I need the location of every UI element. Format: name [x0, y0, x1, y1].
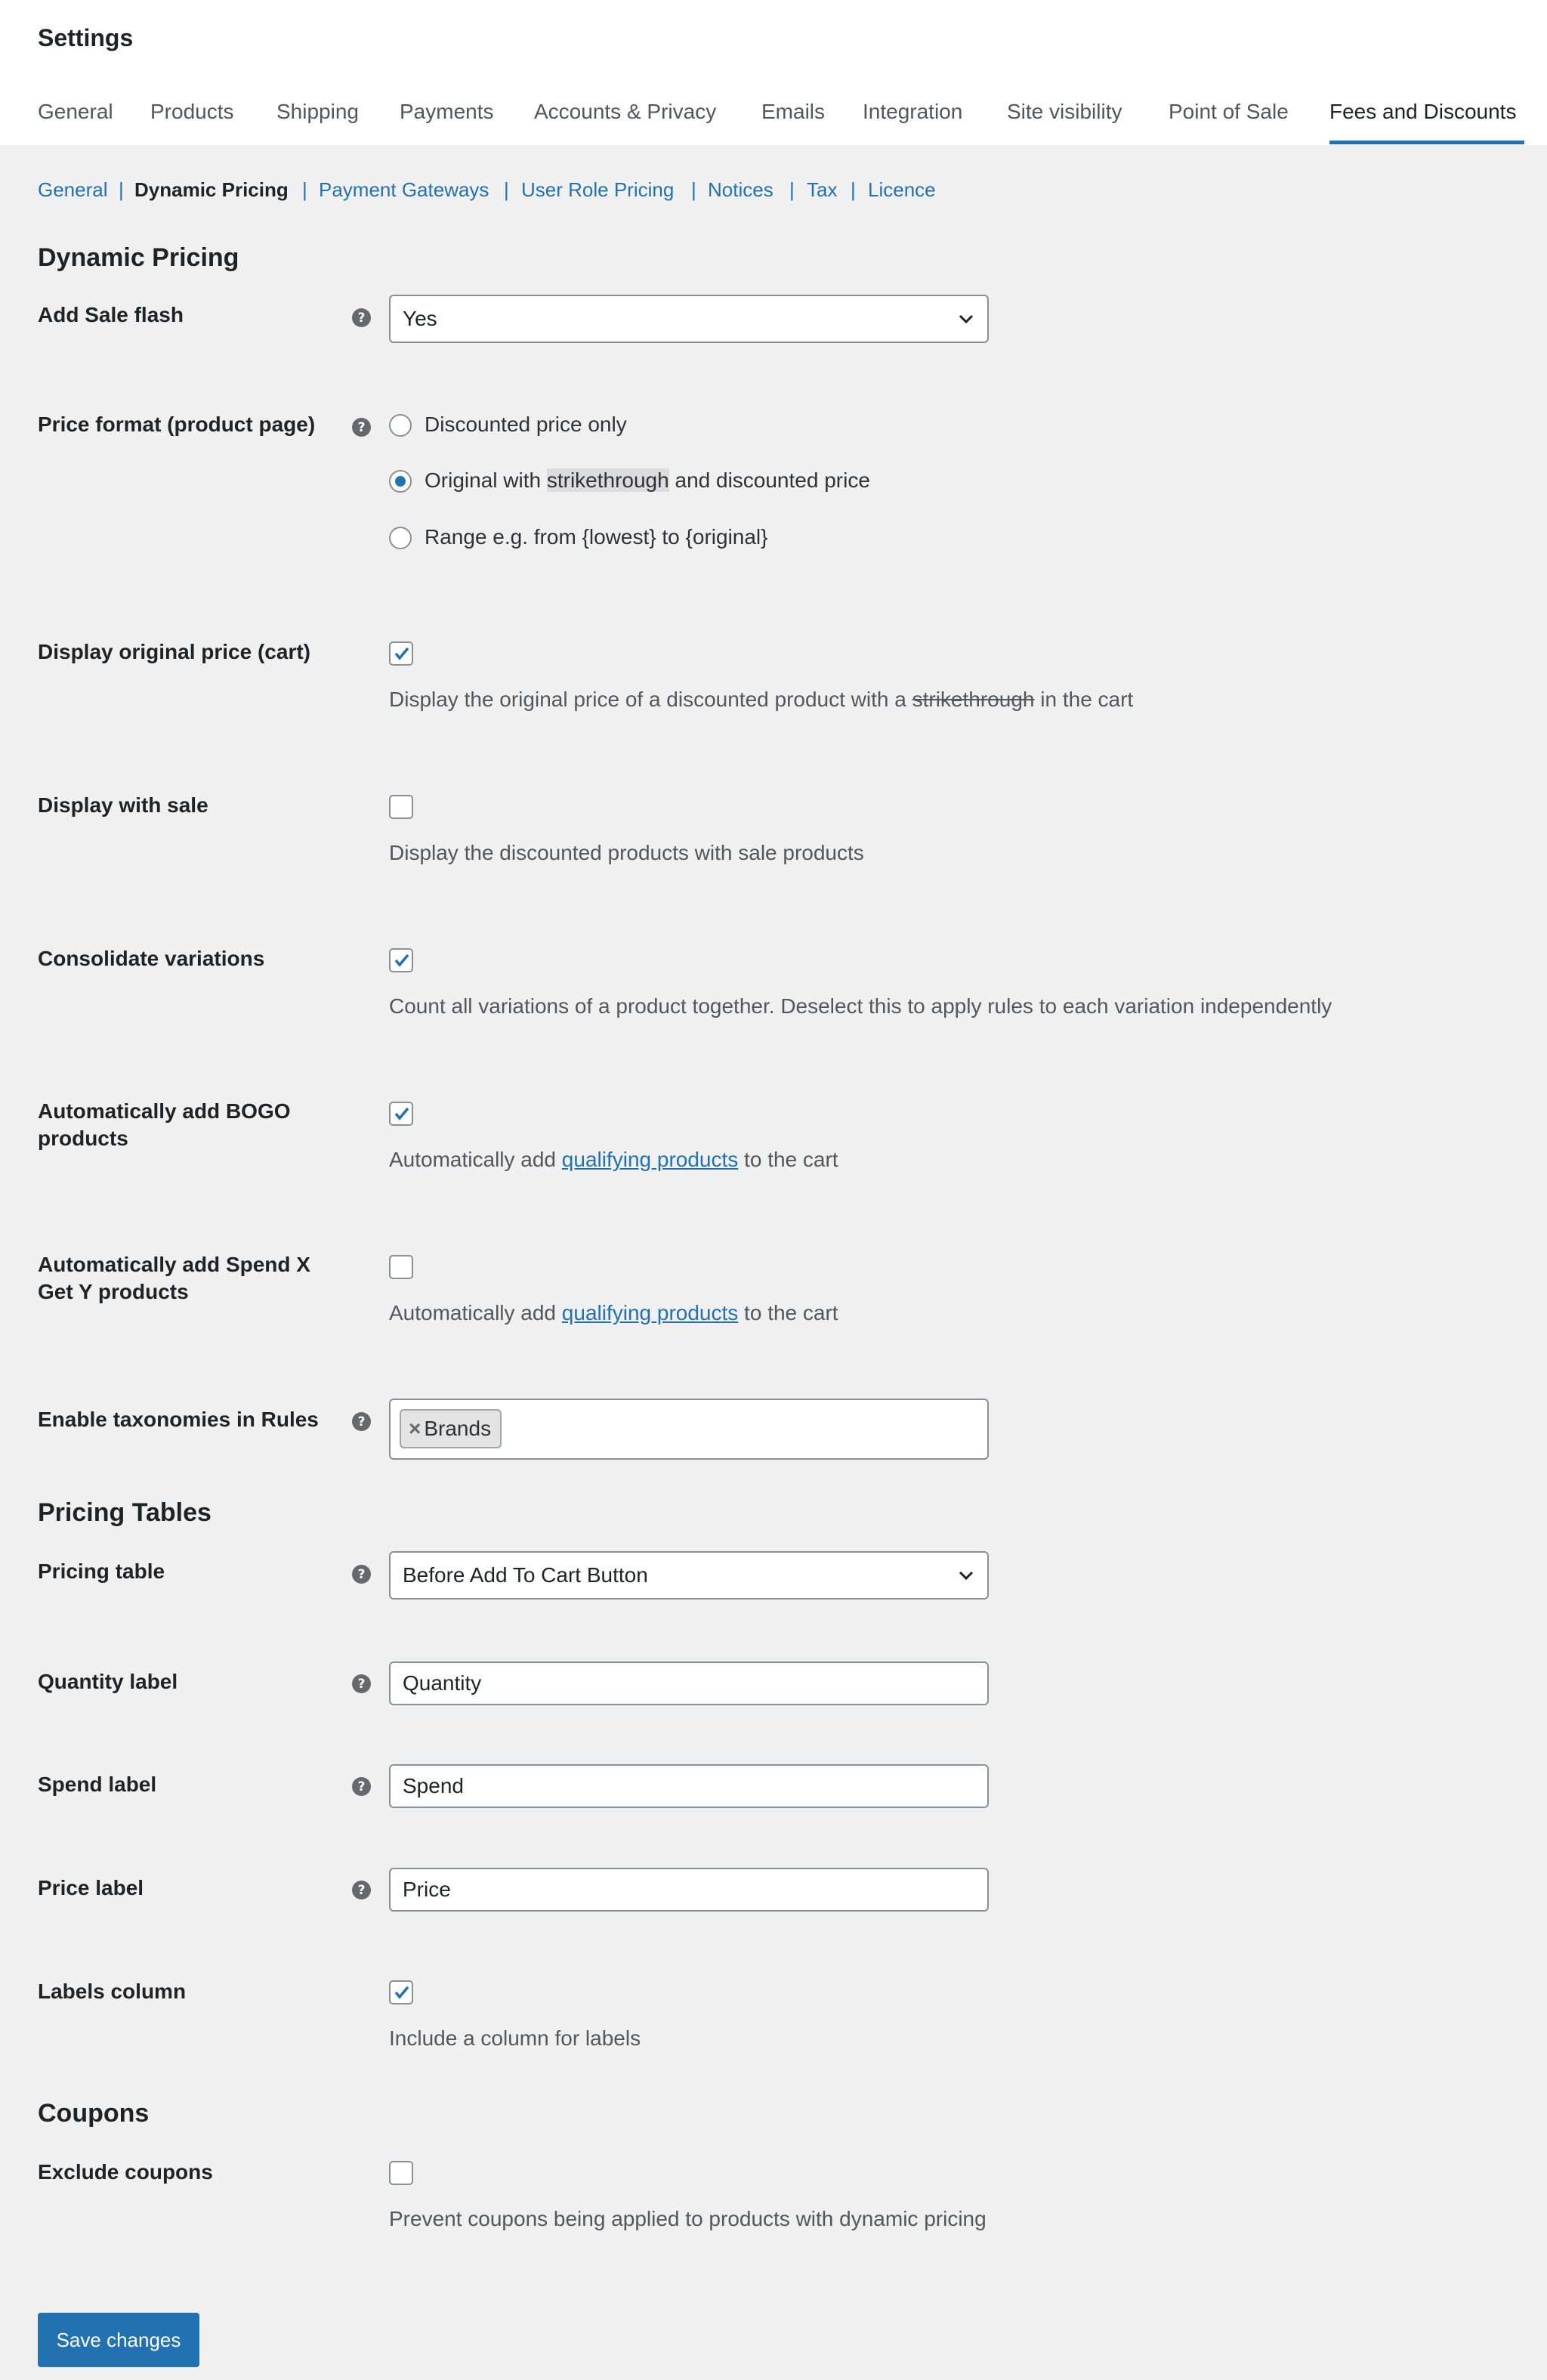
chevron-down-icon: [956, 1566, 977, 1584]
subnav-notices[interactable]: [708, 178, 774, 202]
display-original-price-checkbox[interactable]: [389, 641, 413, 666]
section-title-pricing-tables: Pricing Tables: [38, 1498, 212, 1527]
subnav-general[interactable]: [38, 178, 108, 202]
label-line: products: [38, 1127, 128, 1150]
subnav-payment-gateways-label[interactable]: Payment Gateways: [319, 178, 489, 201]
subnav-user-role-pricing[interactable]: [521, 178, 674, 202]
price-format-radio-range[interactable]: [389, 527, 412, 549]
exclude-coupons-label: Exclude coupons: [38, 2160, 213, 2184]
subnav-separator: |: [302, 178, 307, 201]
tab-general[interactable]: General: [38, 100, 113, 123]
display-original-price-label: Display original price (cart): [38, 640, 310, 663]
subnav-general-label[interactable]: General: [38, 178, 108, 201]
price-format-radio-original-strikethrough[interactable]: [389, 470, 412, 493]
subnav-payment-gateways[interactable]: [319, 178, 489, 202]
pricing-table-select[interactable]: [389, 1551, 989, 1600]
pricing-table-value: Before Add To Cart Button: [403, 1563, 648, 1587]
tab-products[interactable]: Products: [150, 100, 234, 123]
add-sale-flash-label: Add Sale flash: [38, 303, 184, 326]
desc-post: to the cart: [738, 1301, 838, 1324]
price-label-label: Price label: [38, 1876, 144, 1899]
section-title-dynamic-pricing: Dynamic Pricing: [38, 243, 239, 272]
subnav-separator: |: [691, 178, 696, 201]
exclude-coupons-checkbox[interactable]: [389, 2161, 413, 2185]
exclude-coupons-description: Prevent coupons being applied to products with dynamic pricing: [389, 2207, 987, 2230]
quantity-label-input[interactable]: [389, 1661, 989, 1705]
display-with-sale-label: Display with sale: [38, 793, 208, 817]
consolidate-variations-label: Consolidate variations: [38, 947, 265, 970]
desc-pre: Automatically add: [389, 1148, 562, 1171]
subnav-tax-label[interactable]: Tax: [807, 178, 838, 201]
page-title: Settings: [38, 24, 134, 51]
tab-emails[interactable]: Emails: [761, 100, 826, 123]
subnav-notices-label[interactable]: Notices: [708, 178, 774, 201]
tab-shipping[interactable]: Shipping: [276, 100, 359, 123]
labels-column-label: Labels column: [38, 1980, 187, 2003]
help-icon[interactable]: ?: [352, 1412, 371, 1431]
help-icon[interactable]: ?: [352, 1881, 371, 1899]
help-icon[interactable]: ?: [352, 1674, 371, 1693]
desc-post: in the cart: [1034, 688, 1134, 711]
subnav-dynamic-pricing-label: Dynamic Pricing: [134, 178, 289, 201]
subnav-separator: |: [851, 178, 856, 201]
auto-add-bogo-description: [389, 1148, 838, 1172]
desc-strikethrough: strikethrough: [912, 688, 1035, 711]
tab-payments[interactable]: Payments: [400, 100, 494, 123]
section-title-coupons: Coupons: [38, 2099, 150, 2128]
auto-add-spend-label: [38, 1251, 340, 1306]
option-text-highlight: strikethrough: [546, 468, 669, 492]
help-icon[interactable]: ?: [352, 418, 371, 437]
subnav-separator: |: [119, 178, 124, 201]
auto-add-bogo-checkbox[interactable]: [389, 1102, 413, 1126]
price-format-option-original-strikethrough[interactable]: [425, 468, 870, 493]
pricing-table-label: Pricing table: [38, 1559, 165, 1583]
subnav-separator: |: [789, 178, 795, 201]
settings-header: [0, 0, 1547, 145]
subnav-user-role-pricing-label[interactable]: User Role Pricing: [521, 178, 675, 201]
auto-add-bogo-label: [38, 1098, 340, 1152]
consolidate-variations-description: Count all variations of a product together. Deselect this to apply rules to each variation independently: [389, 994, 1332, 1018]
checkmark-icon: [392, 1104, 412, 1124]
qualifying-products-link[interactable]: qualifying products: [561, 1301, 739, 1324]
desc-pre: Automatically add: [389, 1301, 562, 1324]
price-format-radio-discounted-only[interactable]: [389, 414, 412, 437]
option-text-pre: Original with: [425, 468, 547, 492]
subnav-separator: |: [504, 178, 509, 201]
add-sale-flash-value: Yes: [403, 307, 437, 330]
label-line: Automatically add Spend X: [38, 1253, 310, 1276]
display-original-price-description: [389, 688, 1133, 712]
display-with-sale-description: Display the discounted products with sale products: [389, 841, 864, 864]
chevron-down-icon: [956, 310, 977, 328]
save-changes-button[interactable]: Save changes: [38, 2313, 199, 2367]
taxonomies-multiselect[interactable]: [389, 1399, 989, 1460]
quantity-label-label: Quantity label: [38, 1670, 178, 1693]
help-icon[interactable]: ?: [352, 1777, 371, 1796]
subnav-licence[interactable]: [868, 178, 936, 202]
auto-add-spend-description: [389, 1301, 838, 1325]
tab-site-visibility[interactable]: Site visibility: [1007, 100, 1122, 123]
help-icon[interactable]: ?: [352, 308, 371, 327]
checkmark-icon: [392, 1983, 412, 2002]
desc-pre: Display the original price of a discounted product with a: [389, 688, 912, 711]
subnav-dynamic-pricing: [134, 178, 289, 202]
remove-tag-icon[interactable]: ×: [409, 1417, 421, 1440]
labels-column-checkbox[interactable]: [389, 1980, 413, 2004]
active-tab-indicator: [1329, 141, 1524, 144]
consolidate-variations-checkbox[interactable]: [389, 948, 413, 972]
label-line: Automatically add BOGO: [38, 1099, 291, 1123]
taxonomy-tag: [400, 1409, 502, 1448]
desc-post: to the cart: [738, 1148, 838, 1171]
qualifying-products-link[interactable]: qualifying products: [561, 1148, 739, 1171]
price-format-label: Price format (product page): [38, 413, 316, 436]
price-format-option-range[interactable]: Range e.g. from {lowest} to {original}: [425, 525, 768, 549]
tab-accounts-privacy[interactable]: Accounts & Privacy: [534, 100, 717, 123]
labels-column-description: Include a column for labels: [389, 2026, 641, 2050]
spend-label-input[interactable]: [389, 1764, 989, 1808]
help-icon[interactable]: ?: [352, 1565, 371, 1584]
price-format-option-discounted-only[interactable]: Discounted price only: [425, 413, 627, 436]
label-line: Get Y products: [38, 1280, 189, 1303]
spend-label-label: Spend label: [38, 1773, 157, 1796]
tab-fees-and-discounts[interactable]: Fees and Discounts: [1329, 100, 1517, 123]
subnav-tax[interactable]: [807, 178, 837, 202]
display-with-sale-checkbox[interactable]: [389, 795, 413, 819]
checkmark-icon: [392, 644, 412, 663]
add-sale-flash-select[interactable]: [389, 295, 989, 343]
checkmark-icon: [392, 950, 412, 970]
tab-integration[interactable]: Integration: [863, 100, 963, 123]
enable-taxonomies-label: Enable taxonomies in Rules: [38, 1408, 319, 1431]
option-text-post: and discounted price: [669, 468, 870, 492]
auto-add-spend-checkbox[interactable]: [389, 1255, 413, 1279]
taxonomy-tag-label: Brands: [424, 1417, 492, 1440]
subnav-licence-label[interactable]: Licence: [868, 178, 936, 201]
tab-point-of-sale[interactable]: Point of Sale: [1169, 100, 1289, 123]
price-label-input[interactable]: [389, 1868, 989, 1912]
